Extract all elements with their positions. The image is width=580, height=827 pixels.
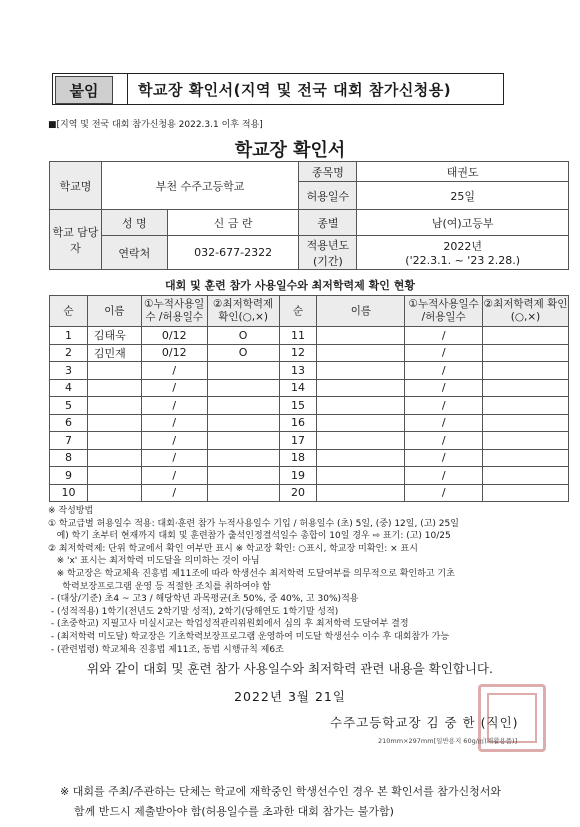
attachment-badge: 붙임 — [55, 76, 113, 104]
academic-check — [483, 327, 569, 345]
student-name — [87, 432, 141, 450]
student-name — [317, 432, 405, 450]
student-name — [317, 484, 405, 502]
instruction-line: ※ 학교장은 학교체육 진흥법 제11조에 따라 학생선수 최저학력 도달여부를 의무적으로 확인하고 기초 — [48, 568, 455, 579]
table-row — [50, 467, 569, 485]
academic-check — [483, 467, 569, 485]
col-name: 이름 — [317, 296, 405, 327]
row-number: 12 — [279, 344, 317, 362]
academic-check — [207, 362, 279, 380]
student-name: 김민재 — [87, 344, 141, 362]
attachment-header — [52, 73, 504, 105]
used-days: / — [405, 327, 483, 345]
student-name — [317, 344, 405, 362]
year-cell — [357, 236, 569, 270]
academic-check — [483, 379, 569, 397]
table-row — [50, 449, 569, 467]
used-days: / — [405, 379, 483, 397]
instruction-line: ② 최저학력제: 단위 학교에서 확인 여부만 표시 ※ 학교장 확인: ○표시, 학교장 미확인: × 표시 — [48, 543, 418, 554]
used-days: / — [405, 362, 483, 380]
academic-check — [483, 484, 569, 502]
student-name — [317, 327, 405, 345]
used-days: / — [405, 467, 483, 485]
used-days: / — [405, 449, 483, 467]
used-days: / — [141, 484, 207, 502]
used-days: / — [405, 344, 483, 362]
student-name — [87, 379, 141, 397]
submission-notice — [60, 782, 560, 822]
student-name — [87, 397, 141, 415]
name-label: 성 명 — [101, 210, 167, 236]
used-days: / — [141, 467, 207, 485]
table-row — [50, 379, 569, 397]
academic-check — [207, 414, 279, 432]
table-row — [50, 432, 569, 450]
academic-check — [483, 397, 569, 415]
row-number: 18 — [279, 449, 317, 467]
row-number: 3 — [50, 362, 88, 380]
academic-check — [483, 414, 569, 432]
student-name: 김태욱 — [87, 327, 141, 345]
used-days: / — [141, 449, 207, 467]
academic-check — [207, 484, 279, 502]
year-label: 적용년도 (기간) — [299, 236, 357, 270]
row-number: 13 — [279, 362, 317, 380]
school-value: 부천 수주고등학교 — [101, 162, 299, 210]
col-no: 순 — [50, 296, 88, 327]
allowed-days-value: 25일 — [357, 182, 569, 210]
submission-notice-line: ※ 대회를 주최/주관하는 단체는 학교에 재학중인 학생선수인 경우 본 확인서를 참가신청서와 — [60, 785, 502, 798]
row-number: 10 — [50, 484, 88, 502]
academic-check: O — [207, 327, 279, 345]
instruction-line: ※ 작성방법 — [48, 506, 94, 516]
col-academic: ②최저학력제 확인(○,×) — [483, 296, 569, 327]
student-name — [87, 484, 141, 502]
phone-value: 032-677-2322 — [167, 236, 299, 270]
applicability-note: ■[지역 및 전국 대회 참가신청용 2022.3.1 이후 적용] — [48, 120, 263, 130]
row-number: 15 — [279, 397, 317, 415]
row-number: 11 — [279, 327, 317, 345]
student-name — [317, 414, 405, 432]
table-row — [50, 327, 569, 345]
student-name — [87, 414, 141, 432]
paper-spec: 210mm×297mm[일반용지 60g/㎡(재활용품)] — [378, 737, 518, 745]
row-number: 5 — [50, 397, 88, 415]
used-days: / — [141, 362, 207, 380]
row-number: 6 — [50, 414, 88, 432]
instruction-line: ※ 'x' 표시는 최저학력 미도달을 의미하는 것이 아님 — [48, 556, 260, 567]
instruction-line: - (성적적용) 1학기(전년도 2학기말 성적), 2학기(당해연도 1학기말 성적) — [48, 606, 339, 617]
instruction-line: 학력보장프로그램 운영 등 적절한 조치를 취하여야 함 — [48, 581, 271, 592]
table-row — [50, 344, 569, 362]
table-row — [50, 414, 569, 432]
row-number: 19 — [279, 467, 317, 485]
student-name — [317, 467, 405, 485]
row-number: 4 — [50, 379, 88, 397]
allowed-days-label: 허용일수 — [299, 182, 357, 210]
student-name — [317, 397, 405, 415]
used-days: / — [405, 484, 483, 502]
table-row — [50, 362, 569, 380]
student-name — [317, 449, 405, 467]
row-number: 20 — [279, 484, 317, 502]
academic-check — [483, 449, 569, 467]
student-name — [317, 362, 405, 380]
used-days: / — [141, 397, 207, 415]
section-title: 대회 및 훈련 참가 사용일수와 최저학력제 확인 현황 — [165, 279, 415, 292]
student-name — [87, 362, 141, 380]
instruction-line: ① 학교급별 허용일수 적용: 대회·훈련 참가 누적사용일수 기입 / 허용일수 (초) 5일, (중) 12일, (고) 25일 — [48, 518, 459, 529]
gender-label: 종별 — [299, 210, 357, 236]
school-info-table — [49, 161, 569, 270]
year-value: 2022년 — [443, 240, 482, 253]
row-number: 14 — [279, 379, 317, 397]
student-name — [317, 379, 405, 397]
instruction-line: - (최저학력 미도달) 학교장은 기초학력보장프로그램 운영하여 미도달 학생선수 이수 후 대회참가 가능 — [48, 631, 450, 642]
instruction-line: - (관련법령) 학교체육 진흥법 제11조, 동법 시행규칙 제6조 — [48, 644, 284, 655]
gender-value: 남(여)고등부 — [357, 210, 569, 236]
student-name — [87, 467, 141, 485]
period-value: ('22.3.1. ~ '23 2.28.) — [405, 254, 521, 267]
academic-check — [207, 467, 279, 485]
student-name — [87, 449, 141, 467]
used-days: 0/12 — [141, 327, 207, 345]
row-number: 9 — [50, 467, 88, 485]
used-days: 0/12 — [141, 344, 207, 362]
used-days: / — [141, 432, 207, 450]
col-no: 순 — [279, 296, 317, 327]
row-number: 1 — [50, 327, 88, 345]
table-row — [50, 397, 569, 415]
instruction-line: - (대상/기준) 초4 ~ 고3 / 해당학년 과목평균(초 50%, 중 40%, 고 30%)적용 — [48, 594, 359, 605]
contact-label: 학교 담당자 — [50, 210, 102, 270]
instruction-line: - (초중학교) 지필고사 미실시교는 학업성적관리위원회에서 심의 후 최저학력 도달여부 결정 — [48, 619, 409, 630]
row-number: 17 — [279, 432, 317, 450]
instruction-line: 예) 학기 초부터 현재까지 대회 및 훈련참가 출석인정결석일수 총합이 10일 경우 ⇨ 표기: (고) 10/25 — [48, 531, 451, 542]
academic-check — [483, 344, 569, 362]
document-title: 학교장 확인서 — [234, 140, 346, 161]
used-days: / — [405, 414, 483, 432]
event-label: 종목명 — [299, 162, 357, 182]
used-days: / — [405, 432, 483, 450]
col-days: ①누적사용일수 /허용일수 — [405, 296, 483, 327]
col-name: 이름 — [87, 296, 141, 327]
academic-check — [207, 379, 279, 397]
table-row — [50, 484, 569, 502]
row-number: 8 — [50, 449, 88, 467]
used-days: / — [405, 397, 483, 415]
academic-check — [207, 449, 279, 467]
col-days: ①누적사용일수 /허용일수 — [141, 296, 207, 327]
phone-label: 연락처 — [101, 236, 167, 270]
school-label: 학교명 — [50, 162, 102, 210]
event-value: 태권도 — [357, 162, 569, 182]
row-number: 16 — [279, 414, 317, 432]
col-academic: ②최저학력제 확인(○,×) — [207, 296, 279, 327]
confirmation-statement: 위와 같이 대회 및 훈련 참가 사용일수와 최저학력 관련 내용을 확인합니다. — [87, 661, 493, 676]
academic-check: O — [207, 344, 279, 362]
academic-check — [483, 362, 569, 380]
attachment-title: 학교장 확인서(지역 및 전국 대회 참가신청용) — [127, 74, 451, 104]
used-days: / — [141, 414, 207, 432]
row-number: 7 — [50, 432, 88, 450]
academic-check — [207, 432, 279, 450]
row-number: 2 — [50, 344, 88, 362]
used-days: / — [141, 379, 207, 397]
participation-table — [49, 295, 569, 502]
name-value: 신 금 란 — [167, 210, 299, 236]
submission-notice-line: 함께 반드시 제출받아야 함(허용일수를 초과한 대회 참가는 불가함) — [74, 805, 394, 818]
principal-signature-line: 수주고등학교장 김 중 한 (직인) — [330, 715, 519, 730]
academic-check — [207, 397, 279, 415]
academic-check — [483, 432, 569, 450]
writing-instructions — [48, 505, 578, 656]
issue-date: 2022년 3월 21일 — [234, 689, 346, 704]
